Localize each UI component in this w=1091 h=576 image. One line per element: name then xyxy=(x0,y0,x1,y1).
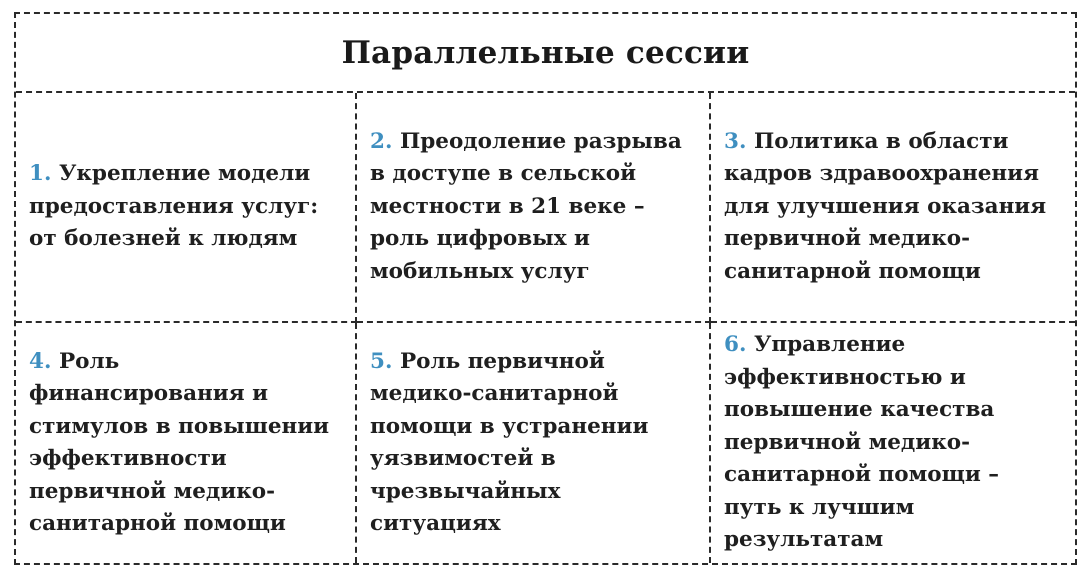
title-row xyxy=(16,14,1075,93)
session-cell-4 xyxy=(16,323,357,563)
session-title: Преодоление разрыва в доступе в сельской местности в 21 веке – роль цифровых и мобильных услуг xyxy=(370,128,682,284)
session-number: 3. xyxy=(724,128,747,154)
session-number: 5. xyxy=(370,348,393,374)
session-number: 2. xyxy=(370,128,393,154)
session-number: 4. xyxy=(29,348,52,374)
session-cell-6 xyxy=(711,323,1075,563)
session-title: Роль финансирования и стимулов в повышении эффективности первичной медико-санитарной помощи xyxy=(29,348,330,536)
session-number: 6. xyxy=(724,332,747,358)
session-title: Политика в области кадров здравоохранения для улучшения оказания первичной медико-санитарной помощи xyxy=(724,128,1047,284)
sessions-table xyxy=(14,12,1077,565)
session-cell-1 xyxy=(16,93,357,323)
sessions-grid xyxy=(16,93,1075,563)
session-title: Укрепление модели предоставления услуг: от болезней к людям xyxy=(29,161,319,252)
session-number: 1. xyxy=(29,161,52,187)
session-title: Роль первичной медико-санитарной помощи в устранении уязвимостей в чрезвычайных ситуациях xyxy=(370,348,649,536)
page-title: Параллельные сессии xyxy=(341,34,750,71)
session-cell-2 xyxy=(357,93,711,323)
session-title: Управление эффективностью и повышение качества первичной медико-санитарной помощи – путь к лучшим результатам xyxy=(724,332,1000,553)
session-cell-5 xyxy=(357,323,711,563)
session-cell-3 xyxy=(711,93,1075,323)
